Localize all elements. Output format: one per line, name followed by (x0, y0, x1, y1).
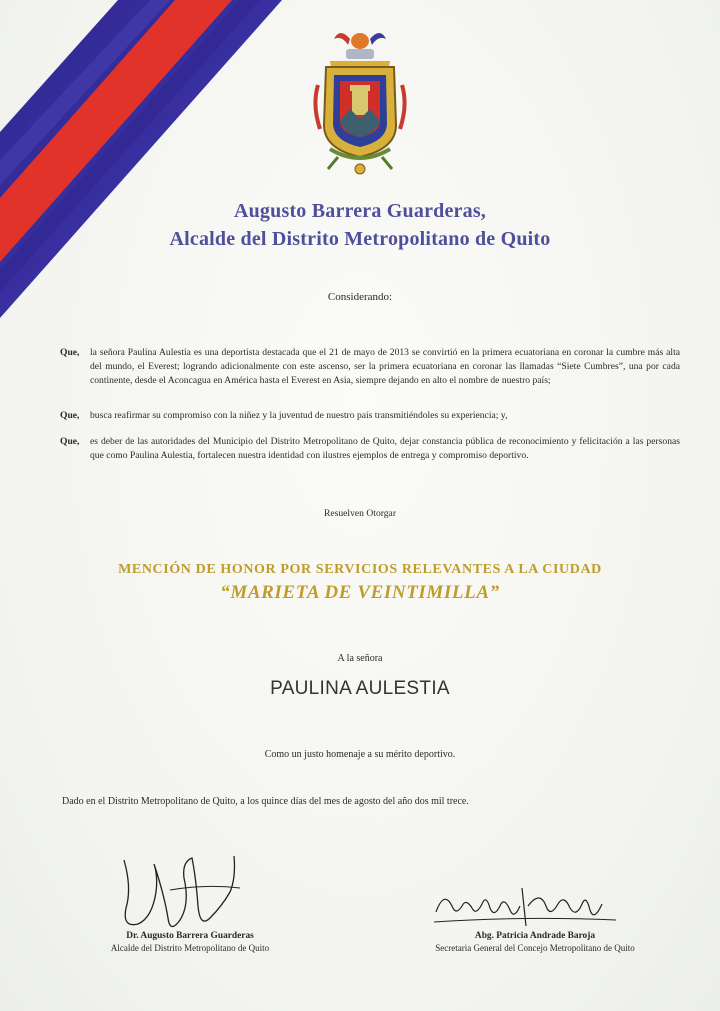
clause (60, 435, 680, 463)
clause-text: busca reafirmar su compromiso con la niñez y la juventud de nuestro país transmitiéndoles su experiencia; y, (90, 410, 508, 421)
flag-ribbon (0, 0, 300, 340)
clause-text: la señora Paulina Aulestia es una deportista destacada que el 21 de mayo de 2013 se convirtió en la primera ecuatoriana en coronar la cumbre más alta del mundo, el Everest; logrando adicionalmente con este ascenso, ser la primera ecuatoriana en coronar las llamadas “Siete Cumbres”, una por cada continente, desde el Aconcagua en América hasta el Everest en Asia, siempre dejando en alto el nombre de nuestro país; (90, 347, 680, 386)
considerando-heading: Considerando: (327, 291, 393, 303)
signatory-title: Alcalde del Distrito Metropolitano de Quito (110, 943, 270, 953)
clause-text: es deber de las autoridades del Municipio del Distrito Metropolitano de Quito, dejar constancia pública de reconocimiento y felicitación a las personas que como Paulina Aulestia, fortalecen nuestra identidad con ilustres ejemplos de entrega y compromiso deportivo. (90, 436, 680, 461)
secretary-signature (430, 882, 620, 932)
signatory-title: Secretaria General del Concejo Metropolitano de Quito (435, 943, 635, 953)
date-place-line: Dado en el Distrito Metropolitano de Quito, a los quince días del mes de agosto del año dos mil trece. (62, 796, 469, 807)
honor-title: MENCIÓN DE HONOR POR SERVICIOS RELEVANTES A LA CIUDAD (118, 562, 602, 577)
recipient-name: PAULINA AULESTIA (270, 678, 450, 699)
signature-block-mayor (70, 930, 310, 954)
clause-label: Que, (60, 436, 80, 447)
clause (60, 346, 680, 388)
mayor-title: Alcalde del Distrito Metropolitano de Quito (169, 228, 551, 250)
clause-label: Que, (60, 410, 80, 421)
homage-line: Como un justo homenaje a su mérito deportivo. (264, 749, 456, 760)
signatory-name: Dr. Augusto Barrera Guarderas (126, 931, 254, 941)
mayor-signature (110, 848, 260, 943)
signature-block-secretary (405, 930, 665, 954)
clause (60, 409, 680, 423)
recipient-salutation: A la señora (337, 653, 383, 664)
clause-label: Que, (60, 347, 80, 358)
signatory-name: Abg. Patricia Andrade Baroja (474, 931, 596, 941)
resuelven-heading: Resuelven Otorgar (323, 508, 397, 519)
quito-coat-of-arms-icon (310, 25, 410, 180)
mayor-name: Augusto Barrera Guarderas, (233, 200, 487, 222)
honor-award-name: “MARIETA DE VEINTIMILLA” (220, 582, 500, 603)
